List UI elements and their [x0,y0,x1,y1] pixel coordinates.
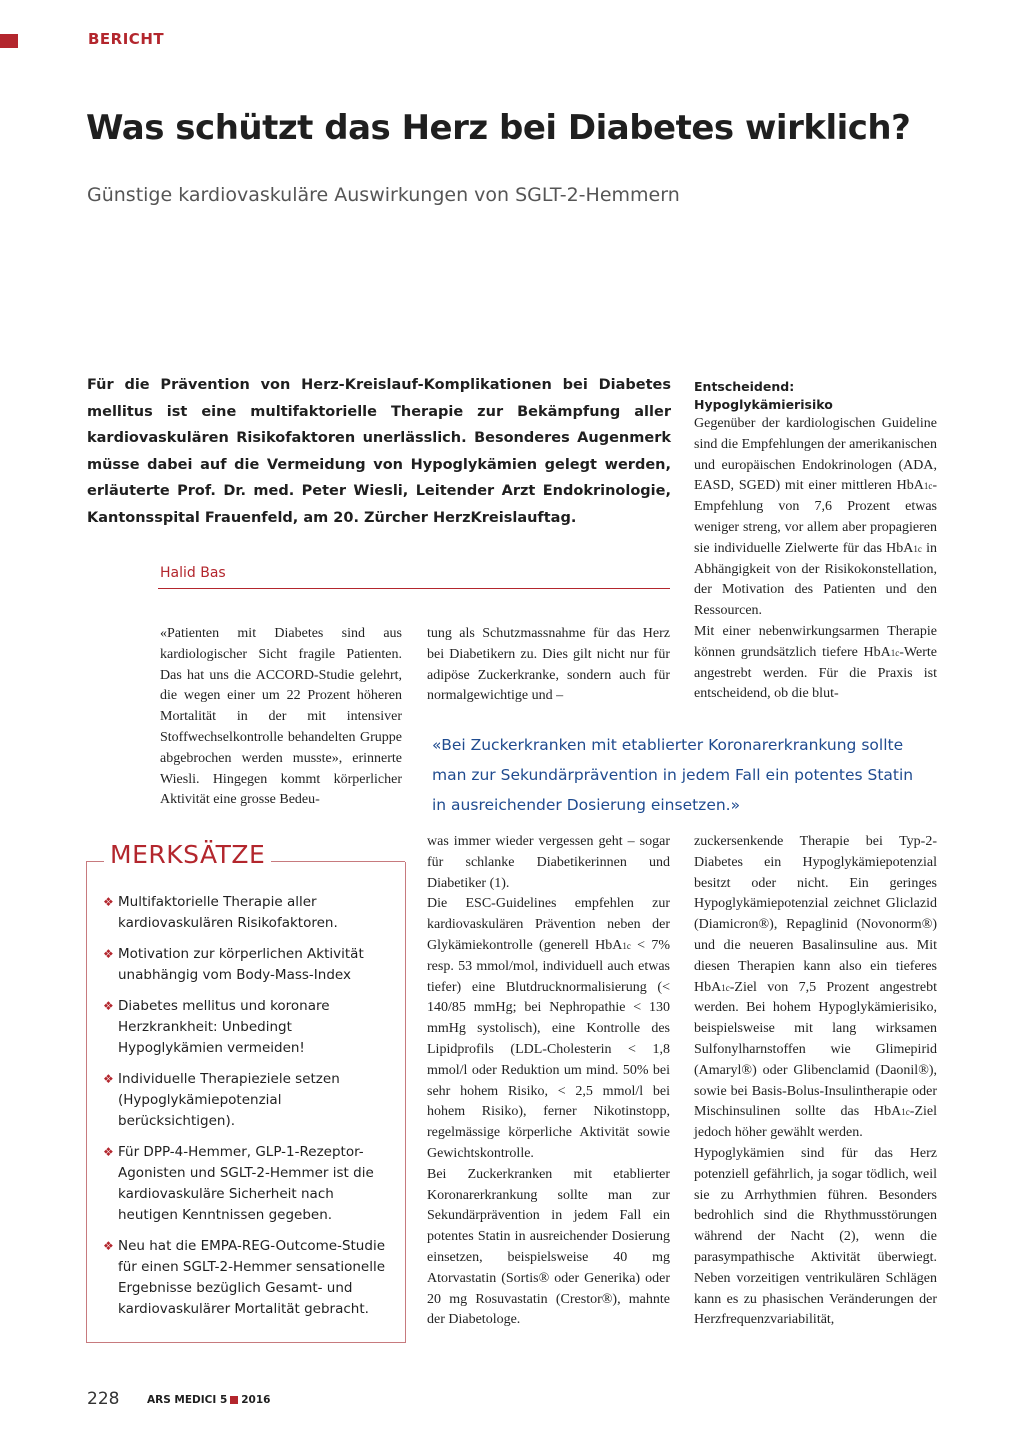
merksaetze-list [103,892,393,1330]
page-number: 228 [87,1389,120,1409]
list-item: ❖ Individuelle Therapieziele setzen (Hypoglykämiepotenzial berücksichtigen). [103,1071,340,1129]
diamond-bullet-icon: ❖ [103,999,114,1013]
diamond-bullet-icon: ❖ [103,1072,114,1086]
box-title: MERKSÄTZE [104,840,271,869]
journal-footer: ARS MEDICI 5 2016 [147,1394,271,1406]
paragraph: Hypoglykämien sind für das Herz potenziell gefährlich, ja sogar tödlich, weil sie zu Arrhythmien führen. Besonders bedrohlich sind die Rhythmusstörungen während der Nacht (2), wenn die parasympathische Aktivität überwiegt. Neben vorzeitigen ventrikulären Schlägen kann es zu phasischen Veränderungen der Herzfrequenzvariabilität, [694,1145,937,1328]
diamond-bullet-icon: ❖ [103,1239,114,1253]
subheading: Entscheidend: Hypoglykämierisiko [694,379,833,412]
paragraph: zuckersenkende Therapie bei Typ-2-Diabetes ein Hypoglykämiepotenzial besitzt oder nicht. Ein geringes Hypoglykämiepotenzial zeichnet Gliclazid (Diamicron®), Repaglinid (Novonorm®) und die neueren Basalinsuline aus. Mit diesen Therapien kann also ein tieferes HbA1c-Ziel von 7,5 Prozent angestrebt werden. Bei hohem Hypoglykämierisiko, beispielsweise mit lang wirksamen Sulfonylharnstoffen wie Glimepirid (Amaryl®) oder Glibenclamid (Daonil®), sowie bei Basis-Bolus-Insulintherapie oder Mischinsulinen sollte das HbA1c-Ziel jedoch höher gewählt werden. [694,834,937,1141]
footer-square-icon [230,1396,238,1404]
text-column-3-bottom [694,832,937,1331]
author-divider [158,588,670,589]
article-title: Was schützt das Herz bei Diabetes wirklich? [86,108,911,148]
merksaetze-box [86,862,406,1343]
list-item: ❖ Motivation zur körperlichen Aktivität unabhängig vom Body-Mass-Index [103,946,364,983]
paragraph: was immer wieder vergessen geht – sogar für schlanke Diabetikerinnen und Diabetiker (1). [427,834,670,891]
text-column-1 [160,624,402,811]
diamond-bullet-icon: ❖ [103,895,114,909]
text-column-2-bottom [427,832,670,1331]
paragraph: tung als Schutzmassnahme für das Herz bei Diabetikern zu. Dies gilt nicht nur für adipöse Zuckerkranke, sondern auch für normalgewichtige und – [427,626,670,704]
article-subtitle: Günstige kardiovaskuläre Auswirkungen von SGLT-2-Hemmern [87,184,680,206]
author-name: Halid Bas [160,565,226,581]
paragraph: Bei Zuckerkranken mit etablierter Koronarerkrankung sollte man zur Sekundärprävention in jedem Fall ein potentes Statin in ausreichender Dosierung einsetzen, beispielsweise 40 mg Atorvastatin (Sortis® oder Generika) oder 20 mg Rosuvastatin (Crestor®), mahnte der Diabetologe. [427,1166,670,1328]
section-label: BERICHT [88,30,165,48]
diamond-bullet-icon: ❖ [103,947,114,961]
list-item: ❖ Für DPP-4-Hemmer, GLP-1-Rezeptor-Agonisten und SGLT-2-Hemmer ist die kardiovaskuläre Sicherheit nach heutigen Kenntnissen gegeben. [103,1144,374,1223]
paragraph: Die ESC-Guidelines empfehlen zur kardiovaskulären Prävention neben der Glykämiekontrolle (generell HbA1c < 7% resp. 53 mmol/mol, individuell auch etwas tiefer) eine Blutdrucknormalisierung (< 140/85 mmHg; bei Nephropathie < 130 mmHg systolisch), eine Kontrolle des Lipidprofils (LDL-Cholesterin < 1,8 mmol/l oder Reduktion um mind. 50% bei sehr hohem Risiko, < 2,5 mmol/l bei hohem Risiko), ferner Nikotinstopp, regelmässige körperliche Aktivität sowie Gewichtskontrolle. [427,896,670,1161]
paragraph: Gegenüber der kardiologischen Guideline sind die Empfehlungen der amerikanischen und europäischen Endokrinologen (ADA, EASD, SGED) mit einer mittleren HbA1c-Empfehlung von 7,6 Prozent etwas weniger streng, vor allem aber propagieren sie individuelle Zielwerte für das HbA1c in Abhängigkeit von der Risikokonstellation, der Motivation des Patienten und den Ressourcen. [694,416,938,619]
text-column-3-top [694,378,937,705]
list-item: ❖ Diabetes mellitus und koronare Herzkrankheit: Unbedingt Hypoglykämien vermeiden! [103,998,330,1056]
article-lead: Für die Prävention von Herz-Kreislauf-Komplikationen bei Diabetes mellitus ist eine multifaktorielle Therapie zur Bekämpfung aller kardiovaskulären Risikofaktoren unerlässlich. Besonderes Augenmerk müsse dabei auf die Vermeidung von Hypoglykämien gelegt werden, erläuterte Prof. Dr. med. Peter Wiesli, Leitender Arzt Endokrinologie, Kantonsspital Frauenfeld, am 20. Zürcher HerzKreislauftag. [87,377,671,526]
paragraph: Mit einer nebenwirkungsarmen Therapie können grundsätzlich tiefere HbA1c-Werte angestrebt werden. Für die Praxis ist entscheidend, ob die blut- [694,623,937,702]
section-marker [0,34,18,48]
list-item: ❖ Multifaktorielle Therapie aller kardiovaskulären Risikofaktoren. [103,894,338,931]
paragraph: «Patienten mit Diabetes sind aus kardiologischer Sicht fragile Patienten. Das hat uns die ACCORD-Studie gelehrt, die wegen einer um 22 Prozent höheren Mortalität in der mit intensiver Stoffwechselkontrolle behandelten Gruppe abgebrochen werden musste», erinnerte Wiesli. Hingegen kommt körperlicher Aktivität eine grosse Bedeu- [160,626,402,808]
pull-quote: «Bei Zuckerkranken mit etablierter Koronarerkrankung sollte man zur Sekundärprävention in jedem Fall ein potentes Statin in ausreichender Dosierung einsetzen.» [432,736,914,814]
diamond-bullet-icon: ❖ [103,1145,114,1159]
list-item: ❖ Neu hat die EMPA-REG-Outcome-Studie für einen SGLT-2-Hemmer sensationelle Ergebnisse bezüglich Gesamt- und kardiovaskulärer Mortalität gebracht. [103,1238,386,1317]
text-column-2-top [427,624,670,707]
